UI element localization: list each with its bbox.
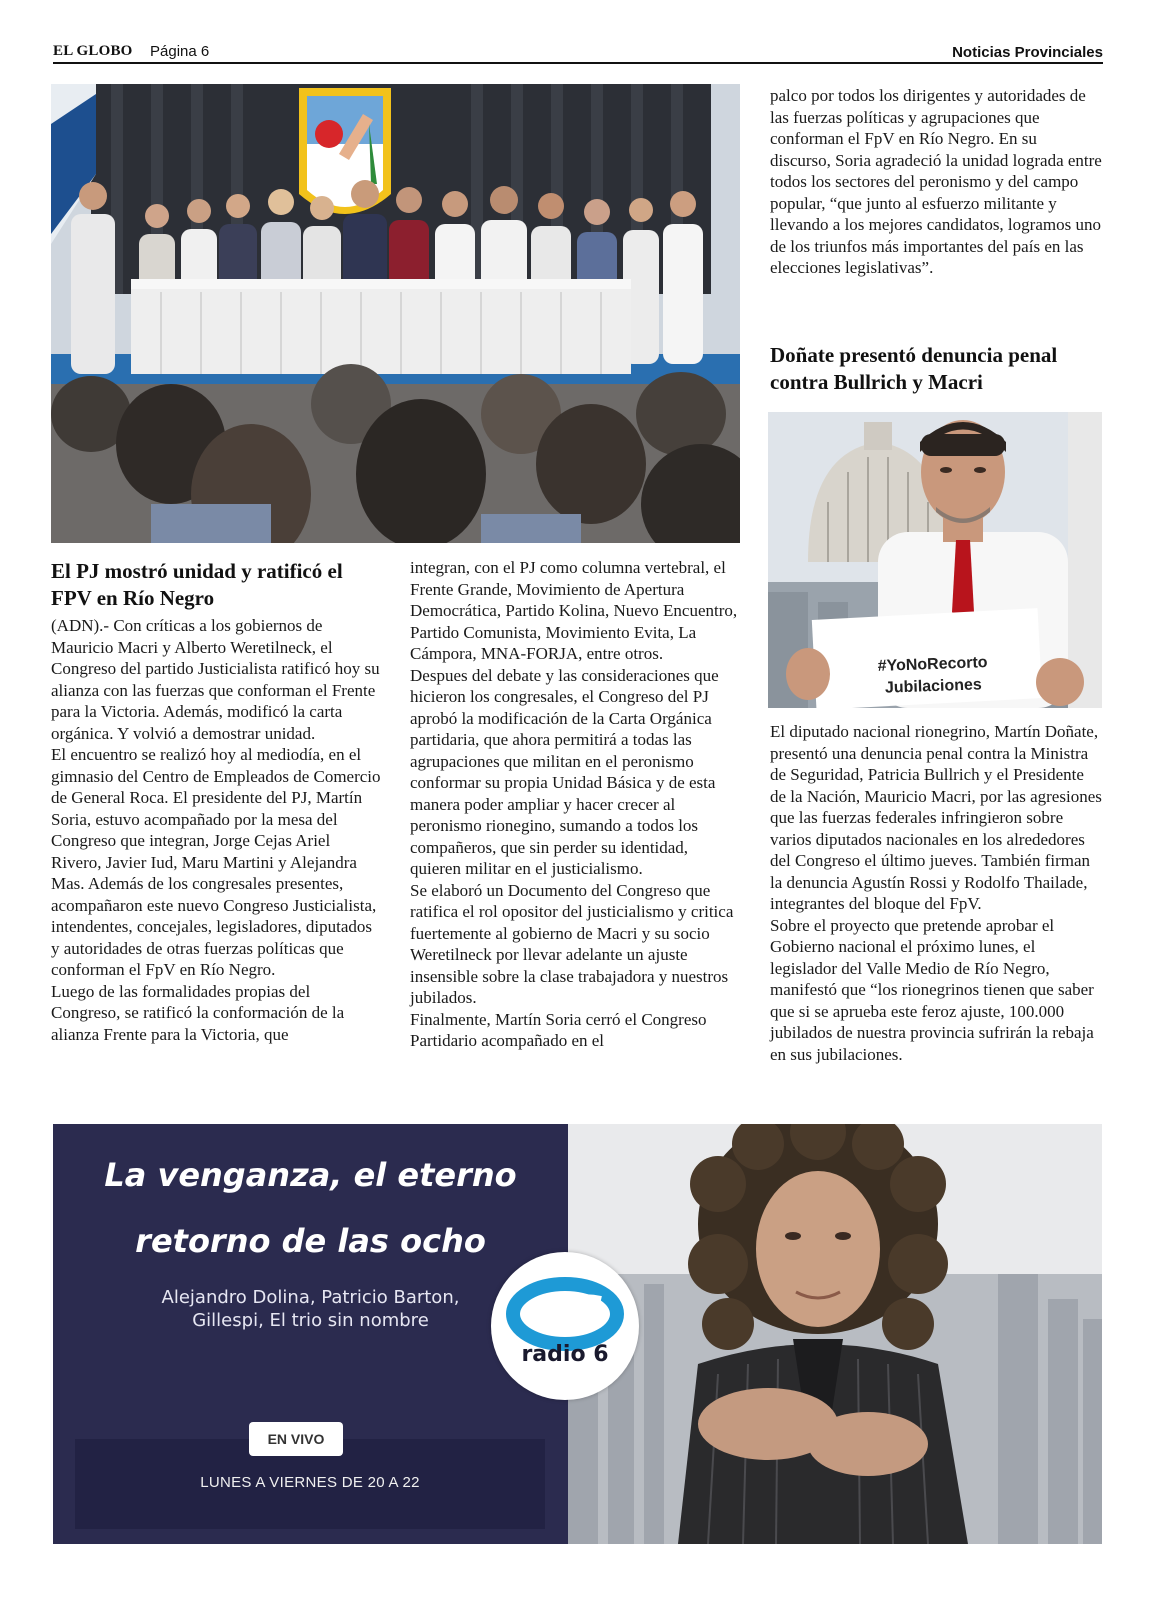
article-pj-paragraph: palco por todos los dirigentes y autoridades de las fuerzas políticas y agrupaciones que conforman el FpV en Río Negro. En su discurso, Soria agradeció la unidad lograda entre todos los sectores del peronismo y del campo popular, “que junto al esfuerzo militante y llevando a los mejores candidatos, logramos uno de los triunfos más importantes del país en las elecciones legislativas”. xyxy=(770,86,1102,277)
article-pj-paragraph: Se elaboró un Documento del Congreso que ratifica el rol opositor del justicialismo y critica fuertemente al gobierno de Macri y su socio Weretilneck por llevar adelante un ajuste insensible sobre la clase trabajadora y nuestros jubilados. xyxy=(410,880,734,1007)
ad-photo-panel xyxy=(568,1124,1102,1544)
ad-subtitle xyxy=(113,1286,508,1332)
publication-name: EL GLOBO xyxy=(53,43,133,59)
masthead xyxy=(53,42,1103,64)
live-button[interactable]: EN VIVO xyxy=(249,1422,343,1456)
article-pj-column-3 xyxy=(770,85,1102,279)
placard-hashtag: #YoNoRecorto xyxy=(877,654,988,675)
article-donate-body xyxy=(770,721,1102,1065)
article-pj-paragraph: Finalmente, Martín Soria cerró el Congreso Partidario acompañado en el xyxy=(410,1009,707,1050)
congress-photo xyxy=(51,84,740,543)
article-donate-headline: Doñate presentó denuncia penal contra Bullrich y Macri xyxy=(770,343,1058,394)
article-donate-header xyxy=(770,342,1102,396)
radio-logo xyxy=(491,1252,639,1400)
article-pj-paragraph: Despues del debate y las consideraciones que hicieron los congresales, el Congreso del PJ aprobó la modificación de la Carta Orgánica partidaria, que ahora permitirá a todas las agrupaciones que militan en el peronismo conformar su propia Unidad Básica y de esta manera poder ampliar y hacer crecer al peronismo rionegino, sumando a todos los compañeros, que sin perder su identidad, quieren militar en el justicialismo. xyxy=(410,665,719,878)
section-name: Noticias Provinciales xyxy=(952,44,1103,61)
article-pj-column-2 xyxy=(410,557,740,1052)
ad-title xyxy=(73,1142,548,1274)
placard-text xyxy=(827,650,1038,701)
ad-subtitle-line: Alejandro Dolina, Patricio Barton, xyxy=(161,1287,460,1308)
ad-title-line: La venganza, el eterno xyxy=(104,1156,517,1194)
page-number: Página 6 xyxy=(150,43,210,60)
ad-subtitle-line: Gillespi, El trio sin nombre xyxy=(192,1310,429,1331)
article-pj-paragraph: (ADN).- Con críticas a los gobiernos de Mauricio Macri y Alberto Weretilneck, el Congreso del partido Justicialista ratificó hoy su alianza con las fuerzas que conforman el Frente para la Victoria. Además, modificó la carta orgánica. Y volvió a demostrar unidad. xyxy=(51,616,380,743)
article-pj-headline: El PJ mostró unidad y ratificó el FPV en Río Negro xyxy=(51,559,343,610)
ad-schedule: LUNES A VIERNES DE 20 A 22 xyxy=(200,1474,420,1491)
placard-subtext: Jubilaciones xyxy=(884,676,983,697)
article-pj-paragraph: integran, con el PJ como columna vertebral, el Frente Grande, Movimiento de Apertura Democrática, Partido Kolina, Nuevo Encuentro, Partido Comunista, Movimiento Evita, La Cámpora, MNA-FORJA, entre otros. xyxy=(410,558,738,663)
article-pj-paragraph: El encuentro se realizó hoy al mediodía, en el gimnasio del Centro de Empleados de Comercio de General Roca. El presidente del PJ, Martín Soria, estuvo acompañado por la mesa del Congreso que integran, Jorge Cejas Ariel Rivero, Javier Iud, Maru Martini y Alejandra Mas. Además de los congresales presentes, acompañaron este nuevo Congreso Justicialista, intendentes, concejales, legisladores, diputados y autoridades de otras fuerzas políticas que conforman el FpV en Río Negro. xyxy=(51,745,381,979)
radio-logo-text: radio 6 xyxy=(521,1342,609,1367)
donate-photo xyxy=(768,412,1102,708)
ad-title-line: retorno de las ocho xyxy=(135,1222,486,1260)
article-pj-column-1 xyxy=(51,558,381,1045)
radio-advertisement[interactable] xyxy=(53,1124,1102,1544)
article-pj-paragraph: Luego de las formalidades propias del Congreso, se ratificó la conformación de la alianza Frente para la Victoria, que xyxy=(51,981,345,1044)
article-donate-paragraph: El diputado nacional rionegrino, Martín Doñate, presentó una denuncia penal contra la Ministra de Seguridad, Patricia Bullrich y el Presidente de la Nación, Mauricio Macri, por las agresiones que las fuerzas federales infringieron sobre varios diputados nacionales en los alrededores del Congreso el último jueves. También firman la denuncia Agustín Rossi y Rodolfo Thailade, integrantes del bloque del FpV. xyxy=(770,722,1102,913)
article-donate-paragraph: Sobre el proyecto que pretende aprobar el Gobierno nacional el próximo lunes, el legislador del Valle Medio de Río Negro, manifestó que “los rionegrinos tienen que saber que si se aprueba este feroz ajuste, 100.000 jubilados de nuestra provincia sufrirán la rebaja en sus jubilaciones. xyxy=(770,915,1094,1064)
